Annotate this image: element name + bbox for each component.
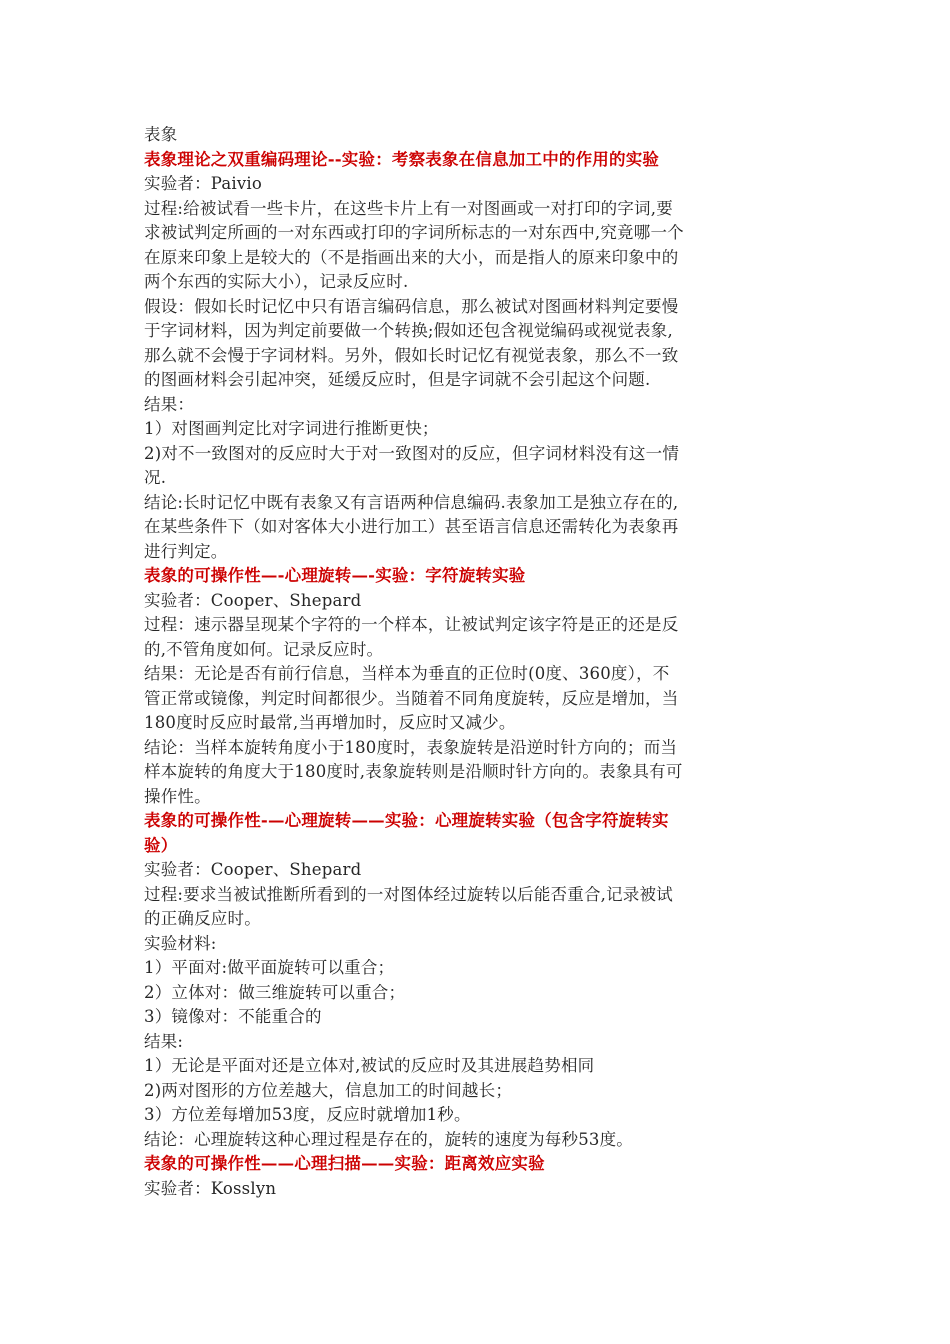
body-line: 况.	[144, 468, 167, 487]
body-line: 180度时反应时最常,当再增加时，反应时又减少。	[144, 713, 516, 732]
body-line: 进行判定。	[144, 541, 228, 561]
section-heading-line: 表象的可操作性—-心理旋转—-实验：字符旋转实验	[144, 566, 526, 585]
body-line: 两个东西的实际大小），记录反应时.	[144, 272, 409, 291]
body-line: 假设：假如长时记忆中只有语言编码信息，那么被试对图画材料判定要慢	[144, 296, 679, 316]
body-line: 结论:长时记忆中既有表象又有言语两种信息编码.表象加工是独立存在的,	[144, 492, 679, 512]
document-body	[144, 123, 808, 1201]
body-line: 过程:给被试看一些卡片，在这些卡片上有一对图画或一对打印的字词,要	[144, 198, 673, 218]
body-line: 3）方位差每增加53度，反应时就增加1秒。	[144, 1105, 471, 1124]
section-1	[144, 148, 808, 565]
body-line: 在原来印象上是较大的（不是指画出来的大小，而是指人的原来印象中的	[144, 247, 679, 267]
body-line: 1）对图画判定比对字词进行推断更快；	[144, 419, 439, 438]
body-line: 结论：心理旋转这种心理过程是存在的，旋转的速度为每秒53度。	[144, 1129, 633, 1149]
body-line: 实验者：Paivio	[144, 174, 263, 193]
body-line: 过程：速示器呈现某个字符的一个样本，让被试判定该字符是正的还是反	[144, 615, 679, 634]
section-2	[144, 564, 808, 809]
sections-container	[144, 148, 808, 1202]
section-heading-line: 表象理论之双重编码理论--实验：考察表象在信息加工中的作用的实验	[144, 149, 660, 169]
body-line: 3）镜像对：不能重合的	[144, 1007, 322, 1026]
body-line: 2)对不一致图对的反应时大于对一致图对的反应，但字词材料没有这一情	[144, 443, 680, 463]
body-line: 管正常或镜像，判定时间都很少。当随着不同角度旋转，反应是增加，当	[144, 688, 679, 708]
section-heading-line: 表象的可操作性-—心理旋转——实验：心理旋转实验（包含字符旋转实	[144, 811, 669, 830]
body-line: 过程:要求当被试推断所看到的一对图体经过旋转以后能否重合,记录被试	[144, 884, 673, 904]
body-line: 结果：	[144, 394, 195, 414]
body-line: 那么就不会慢于字词材料。另外，假如长时记忆有视觉表象，那么不一致	[144, 345, 679, 365]
body-line: 实验材料:	[144, 933, 217, 953]
body-line: 的正确反应时。	[144, 909, 261, 928]
body-line: 1）无论是平面对还是立体对,被试的反应时及其进展趋势相同	[144, 1056, 595, 1075]
body-line: 求被试判定所画的一对东西或打印的字词所标志的一对东西中,究竟哪一个	[144, 223, 684, 242]
body-line: 的图画材料会引起冲突，延缓反应时，但是字词就不会引起这个问题.	[144, 370, 651, 389]
body-line: 结论：当样本旋转角度小于180度时，表象旋转是沿逆时针方向的；而当	[144, 737, 678, 757]
body-line: 操作性。	[144, 786, 211, 806]
body-line: 的,不管角度如何。记录反应时。	[144, 639, 384, 659]
body-line: 结果:	[144, 1031, 184, 1051]
body-line: 2)两对图形的方位差越大，信息加工的时间越长；	[144, 1080, 513, 1100]
section-3	[144, 809, 808, 1152]
section-4	[144, 1152, 808, 1201]
body-line: 1）平面对:做平面旋转可以重合；	[144, 958, 395, 977]
body-line: 实验者：Cooper、Shepard	[144, 590, 362, 610]
body-line: 实验者：Cooper、Shepard	[144, 860, 362, 879]
body-line: 实验者：Kosslyn	[144, 1178, 277, 1198]
section-heading-line: 验）	[144, 835, 178, 855]
body-line: 2）立体对：做三维旋转可以重合；	[144, 982, 406, 1002]
body-line: 结果：无论是否有前行信息，当样本为垂直的正位时(0度、360度），不	[144, 664, 670, 683]
body-line: 于字词材料，因为判定前要做一个转换;假如还包含视觉编码或视觉表象,	[144, 321, 673, 340]
section-heading-line: 表象的可操作性——心理扫描——实验：距离效应实验	[144, 1154, 545, 1173]
body-line: 在某些条件下（如对客体大小进行加工）甚至语言信息还需转化为表象再	[144, 517, 679, 536]
document-title: 表象	[144, 125, 178, 144]
body-line: 样本旋转的角度大于180度时,表象旋转则是沿顺时针方向的。表象具有可	[144, 762, 683, 781]
